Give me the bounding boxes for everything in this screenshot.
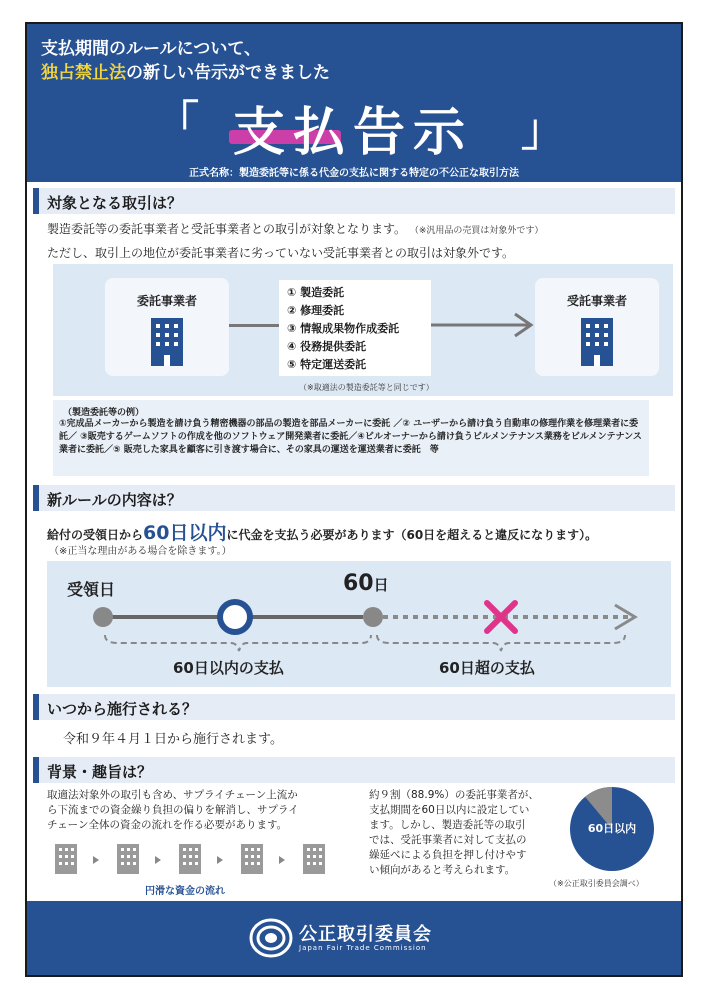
- building-icon: [151, 318, 183, 366]
- over-brace: [377, 635, 625, 651]
- commission-type-item: ④ 役務提供委託: [287, 340, 367, 353]
- start-dot: [93, 607, 113, 627]
- flow-caption: 円滑な資金の流れ: [145, 886, 225, 897]
- arrow-right-icon: [431, 312, 539, 338]
- section-title: 背景・趣旨は？: [47, 763, 153, 781]
- contractor-box: [535, 278, 659, 376]
- section-title: 対象となる取引は？: [47, 194, 183, 212]
- flow-arrow-icon: [155, 856, 161, 864]
- within-brace: [105, 635, 371, 651]
- rule-highlight: 60日以内: [143, 522, 227, 544]
- organization-name-english: Japan Fair Trade Commission: [299, 944, 427, 952]
- jftc-logo-icon: [249, 918, 293, 958]
- commission-type-item: ③ 情報成果物作成委託: [287, 322, 400, 335]
- header-highlight: 独占禁止法: [41, 63, 126, 83]
- section-heading-target: [33, 188, 675, 214]
- section-heading-rule: [33, 485, 675, 511]
- entrusting-party-box: [105, 278, 229, 376]
- pie-label: 60日以内: [587, 822, 637, 835]
- header-banner: [27, 24, 681, 182]
- building-icon: [303, 844, 325, 874]
- flow-arrow-icon: [279, 856, 285, 864]
- header-line2: [41, 58, 330, 83]
- sixty-day-dot: [363, 607, 383, 627]
- official-name: 正式名称：製造委託等に係る代金の支払に関する特定の不公正な取引方法: [189, 168, 519, 179]
- exclusion-paragraph: ただし、取引上の地位が委託事業者に劣っていない受託事業者との取引は対象外です。: [47, 246, 515, 260]
- building-icon: [581, 318, 613, 366]
- commission-type-item: ① 製造委託: [287, 286, 345, 299]
- circle-ok-icon: [220, 602, 250, 632]
- timeline-graphic: [47, 561, 671, 687]
- background-right-text: 約９割（88.9%）の委託事業者が、 支払期間を60日以内に設定してい ます。しかし、製造委託等の取引 では、受託事業者に対して支払の 繰延べによる負担を押し付けやす い傾向があると考えられます。: [369, 789, 539, 876]
- flyer-page: [25, 22, 683, 977]
- footer-banner: [27, 901, 681, 977]
- transaction-diagram: [53, 264, 673, 396]
- background-left-text: 取適法対象外の取引も含め、サプライチェーン上流か ら下流までの資金繰り負担の偏りを解消し、サプライ チェーン全体の資金の流れを作る必要があります。: [47, 789, 299, 831]
- within-period-label: 60日以内の支払: [173, 659, 284, 677]
- section-title: 新ルールの内容は？: [47, 491, 182, 509]
- money-flow-graphic: [53, 840, 353, 880]
- header-line1: 支払期間のルールについて、: [41, 39, 261, 59]
- flow-arrow-icon: [93, 856, 99, 864]
- page-title: 支払告示: [232, 103, 473, 163]
- pie-source: （※公正取引委員会調べ）: [549, 879, 644, 888]
- rule-note: （※正当な理由がある場合を除きます。）: [49, 546, 232, 557]
- entrusting-party-label: 委託事業者: [136, 294, 197, 308]
- receipt-day-label: 受領日: [67, 580, 116, 599]
- title-bracket-close: 」: [521, 105, 565, 156]
- examples-text: ①完成品メーカーから製造を請け負う精密機器の部品の製造を部品メーカーに委託 ／② ユーザーから請け負う自動車の修理作業を修理業者に委託／ ③販売するゲームソフトの作成を他のソフトウェア開発業者に委託／④ビルオーナーから請け負うビルメンテナンス業務をビルメンテナンス業者に委託／⑤ 販売した家具を顧客に引き渡す場合に、その家具の運送を運送業者に委託 等: [59, 419, 642, 455]
- title-box: [207, 88, 499, 163]
- commission-type-item: ② 修理委託: [287, 304, 345, 317]
- header-line2-rest: の新しい告示ができました: [126, 63, 330, 83]
- section-heading-background: [33, 757, 675, 783]
- examples-box: [53, 400, 649, 476]
- target-note: （※汎用品の売買は対象外です）: [409, 226, 544, 236]
- over-period-label: 60日超の支払: [439, 659, 535, 677]
- building-icon: [179, 844, 201, 874]
- sixty-day-label: 60日: [343, 571, 389, 596]
- building-icon: [117, 844, 139, 874]
- building-icon: [55, 844, 77, 874]
- section-title: いつから施行される？: [47, 700, 198, 718]
- building-icon: [241, 844, 263, 874]
- examples-title: （製造委託等の例）: [63, 408, 145, 418]
- organization-name: 公正取引委員会: [299, 924, 432, 945]
- target-paragraph: 製造委託等の委託事業者と受託事業者との取引が対象となります。 （※汎用品の売買は対象外です）: [47, 222, 544, 236]
- rule-statement: 給付の受領日から60日以内に代金を支払う必要があります（60日を超えると違反になります）。: [47, 522, 598, 544]
- flow-arrow-icon: [217, 856, 223, 864]
- effective-date-text: 令和９年４月１日から施行されます。: [63, 732, 283, 747]
- connector-line: [229, 324, 279, 327]
- commission-types-box: [279, 280, 431, 376]
- commission-type-item: ⑤ 特定運送委託: [287, 358, 367, 371]
- contractor-label: 受託事業者: [566, 294, 627, 308]
- commission-types-note: （※取適法の製造委託等と同じです）: [299, 383, 434, 392]
- section-heading-effective: [33, 694, 675, 720]
- title-bracket-open: 「: [155, 97, 199, 148]
- payment-timeline: [47, 561, 671, 687]
